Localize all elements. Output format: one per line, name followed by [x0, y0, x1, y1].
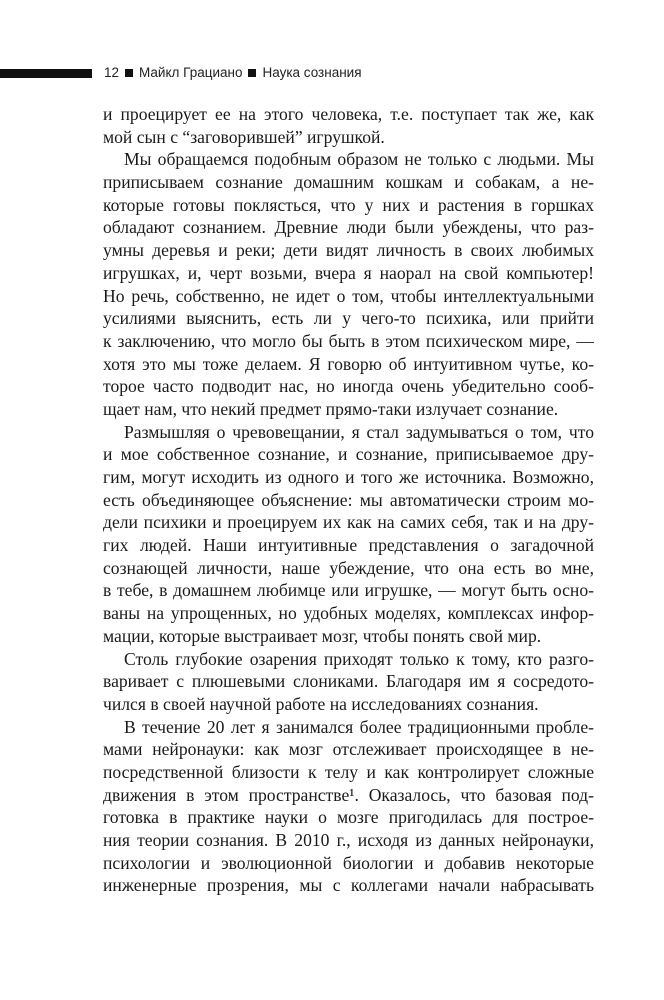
text-line: Но речь, собственно, не идет о том, чтобы интеллектуальными	[103, 285, 594, 306]
page-number: 12	[104, 65, 120, 80]
text-line: Размышляя о чревовещании, я стал задумываться о том, что	[124, 421, 594, 442]
text-line: умны деревья и реки; дети видят личность в своих любимых	[103, 240, 594, 261]
text-line: посредственной близости к телу и как контролирует сложные	[103, 761, 594, 782]
text-line: мой сын с “заговорившей” игрушкой.	[103, 126, 385, 147]
body-text	[103, 103, 594, 897]
text-line: сознающей личности, наше убеждение, что она есть во мне,	[103, 557, 594, 578]
text-line: чился в своей научной работе на исследованиях сознания.	[103, 693, 539, 714]
text-line: В течение 20 лет я занимался более традиционными пробле-	[124, 716, 594, 737]
text-line: и проецирует ее на этого человека, т.е. поступает так же, как	[103, 104, 594, 124]
text-line: усилиями выяснить, есть ли у чего-то психика, или прийти	[103, 308, 594, 329]
text-line: дели психики и проецируем их как на самих себя, так и на дру-	[103, 512, 594, 533]
text-line: игрушках, и, черт возьми, вчера я наорал на свой компьютер!	[103, 262, 594, 283]
separator-square-icon	[248, 69, 256, 77]
text-line: ния теории сознания. В 2010 г., исходя из данных нейронауки,	[103, 830, 594, 850]
text-line: щает нам, что некий предмет прямо-таки излучает сознание.	[103, 398, 559, 419]
text-line: готовка в практике науки о мозге пригодилась для построе-	[103, 807, 594, 828]
text-line: ваны на упрощенных, но удобных моделях, комплексах инфор-	[103, 603, 594, 624]
text-line: обладают сознанием. Древние люди были убеждены, что раз-	[103, 217, 594, 238]
header-rule	[0, 69, 92, 78]
running-head	[104, 64, 362, 82]
text-line: торое часто подводит нас, но иногда очень убедительно сооб-	[103, 376, 594, 397]
text-line: приписываем сознание домашним кошкам и собакам, а не-	[103, 172, 594, 193]
text-line: и мое собственное сознание, и сознание, приписываемое дру-	[103, 444, 594, 465]
text-line: движения в этом пространстве¹. Оказалось, что базовая под-	[103, 784, 594, 805]
text-line: хотя это мы тоже делаем. Я говорю об интуитивном чутье, ко-	[103, 353, 594, 374]
text-line: в тебе, в домашнем любимце или игрушке, — могут быть осно-	[103, 580, 594, 601]
text-line: психологии и эволюционной биологии и добавив некоторые	[103, 852, 594, 873]
text-line: к заключению, что могло бы быть в этом психическом мире, —	[103, 330, 594, 351]
text-line: гих людей. Наши интуитивные представления о загадочной	[103, 535, 594, 556]
book-title: Наука сознания	[262, 65, 362, 80]
separator-square-icon	[125, 69, 133, 77]
text-line: Столь глубокие озарения приходят только к тому, кто разго-	[124, 648, 594, 669]
text-line: инженерные прозрения, мы с коллегами начали набрасывать	[103, 875, 594, 896]
text-line: мами нейронауки: как мозг отслеживает происходящее в не-	[103, 739, 594, 760]
text-line: гим, могут исходить из одного и того же источника. Возможно,	[103, 467, 594, 487]
author-name: Майкл Грациано	[139, 65, 243, 80]
text-line: варивает с плюшевыми слониками. Благодаря им я сосредото-	[103, 671, 594, 692]
text-line: мации, которые выстраивает мозг, чтобы понять свой мир.	[103, 625, 542, 646]
text-line: есть объединяющее объяснение: мы автоматически строим мо-	[103, 489, 594, 510]
text-line: которые готовы поклясться, что у них и растения в горшках	[103, 194, 594, 215]
text-line: Мы обращаемся подобным образом не только с людьми. Мы	[124, 149, 594, 170]
